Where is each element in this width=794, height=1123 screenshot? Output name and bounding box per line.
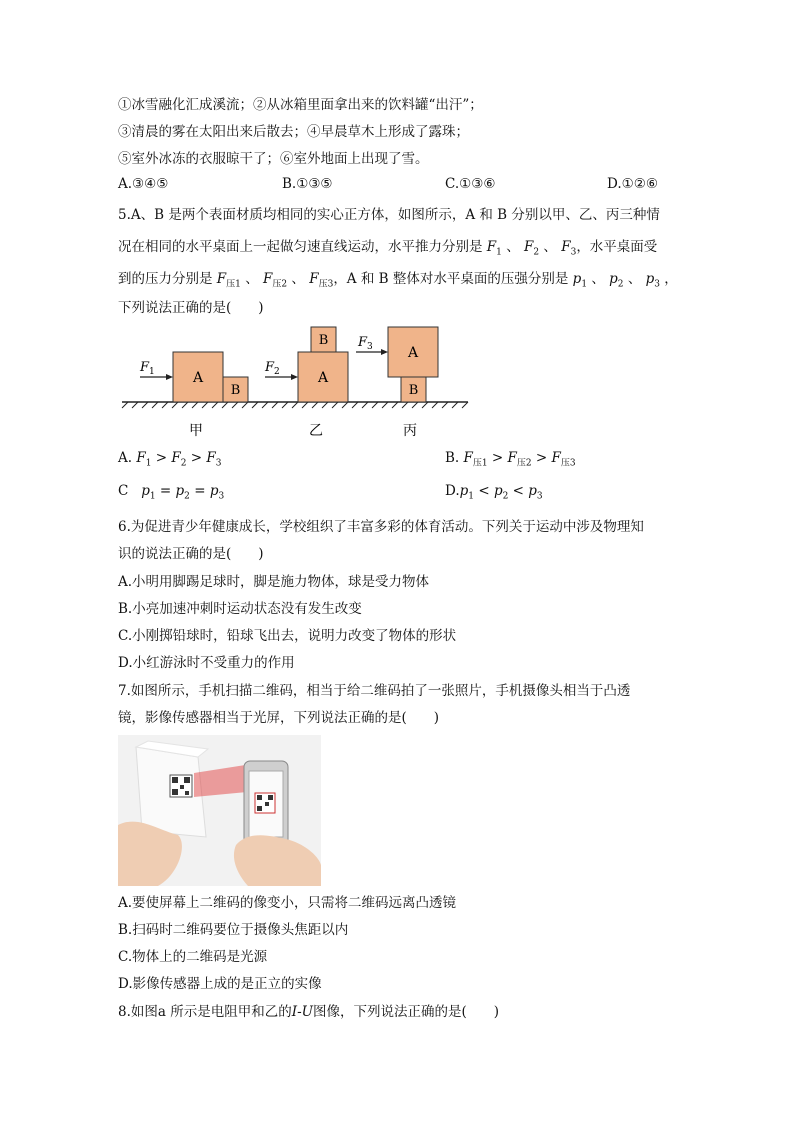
q5-figure-blocks [118, 322, 473, 442]
q6-choice-d: D.小红游泳时不受重力的作用 [118, 655, 295, 671]
caption-bing: 丙 [403, 423, 417, 439]
ground-hatching [122, 402, 468, 408]
q6-choice-a: A.小明用脚踢足球时，脚是施力物体，球是受力物体 [118, 574, 430, 590]
q5-text-line-3: 到的压力分别是 $F_{压1}$ 、 $F_{压2}$ 、 $F_{压3}$，A 和 B 整体对水平桌面的压强分别是 $p_1$ 、 $p_2$ 、 $p_3$ ， [118, 271, 678, 290]
force-arrowhead-1 [166, 374, 173, 380]
block-b-yi-label: B [318, 333, 329, 348]
q5-choice-c: C $p_1 = p_2 = p_3$ [118, 483, 225, 502]
force-arrowhead-2 [291, 374, 298, 380]
q7-phone-scan-photo [118, 735, 321, 886]
q4-statement-line-2: ③清晨的雾在太阳出来后散去；④早晨草木上形成了露珠； [118, 124, 469, 140]
q7-text-line-2: 镜，影像传感器相当于光屏，下列说法正确的是( ) [118, 710, 440, 726]
q4-choice-c: C.①③⑥ [445, 176, 496, 192]
q5-choice-a: A. $F_1 > F_2 > F_3$ [118, 450, 222, 469]
block-b-jia-label: B [230, 383, 241, 398]
right-hand [234, 835, 321, 886]
block-a-bing-label: A [407, 345, 419, 361]
q6-choice-b: B.小亮加速冲刺时运动状态没有发生改变 [118, 601, 362, 617]
q5-choice-b: B. $F_{压1} > F_{压2} > F_{压3}$ [445, 450, 576, 469]
q7-choice-a: A.要使屏幕上二维码的像变小，只需将二维码远离凸透镜 [118, 895, 457, 911]
force-label-1: $F_1$ [140, 360, 155, 377]
q5-choice-d: $D.p_1 < p_2 < p_3$ [445, 483, 543, 502]
block-a-jia-label: A [192, 370, 204, 386]
q8-text: 8.如图a 所示是电阻甲和乙的I-U图像，下列说法正确的是( ) [118, 1004, 500, 1020]
phone-scan-illustration [118, 735, 321, 886]
block-b-bing-label: B [408, 383, 419, 398]
q5-text-line-4: 下列说法正确的是( ) [118, 300, 264, 316]
force-label-3: $F_3$ [358, 335, 373, 352]
caption-jia: 甲 [189, 423, 203, 439]
force-arrowhead-3 [381, 349, 388, 355]
q4-choice-b: B.①③⑤ [282, 176, 333, 192]
caption-yi: 乙 [309, 423, 323, 439]
q4-statement-line-1: ①冰雪融化汇成溪流；②从冰箱里面拿出来的饮料罐“出汗”； [118, 97, 483, 113]
q4-choice-d: D.①②⑥ [607, 176, 658, 192]
q6-choice-c: C.小刚掷铅球时，铅球飞出去，说明力改变了物体的形状 [118, 628, 457, 644]
q5-text-line-2-tail: ，水平桌面受 [576, 239, 658, 255]
q7-choice-d: D.影像传感器上成的是正立的实像 [118, 976, 322, 992]
q5-text-line-2: 况在相同的水平桌面上一起做匀速直线运动，水平推力分别是 $F_1$ 、 $F_2$ 、 $F_3$，水平桌面受 [118, 239, 658, 258]
q7-choice-c: C.物体上的二维码是光源 [118, 949, 268, 965]
q6-text-line-2: 识的说法正确的是( ) [118, 546, 264, 562]
q4-statement-line-3: ⑤室外冰冻的衣服晾干了；⑥室外地面上出现了雪。 [118, 151, 429, 167]
q7-text-line-1: 7.如图所示，手机扫描二维码，相当于给二维码拍了一张照片，手机摄像头相当于凸透 [118, 683, 631, 699]
q7-choice-b: B.扫码时二维码要位于摄像头焦距以内 [118, 922, 349, 938]
force-label-2: $F_2$ [265, 360, 280, 377]
q5-text-line-2-head: 况在相同的水平桌面上一起做匀速直线运动，水平推力分别是 [118, 239, 483, 255]
q6-text-line-1: 6.为促进青少年健康成长，学校组织了丰富多彩的体育活动。下列关于运动中涉及物理知 [118, 519, 644, 535]
q4-choice-a: A.③④⑤ [118, 176, 169, 192]
q5-text-line-1: 5.A、B 是两个表面材质均相同的实心正方体，如图所示，A 和 B 分别以甲、乙、丙三种情 [118, 207, 660, 223]
block-a-yi-label: A [317, 370, 329, 386]
